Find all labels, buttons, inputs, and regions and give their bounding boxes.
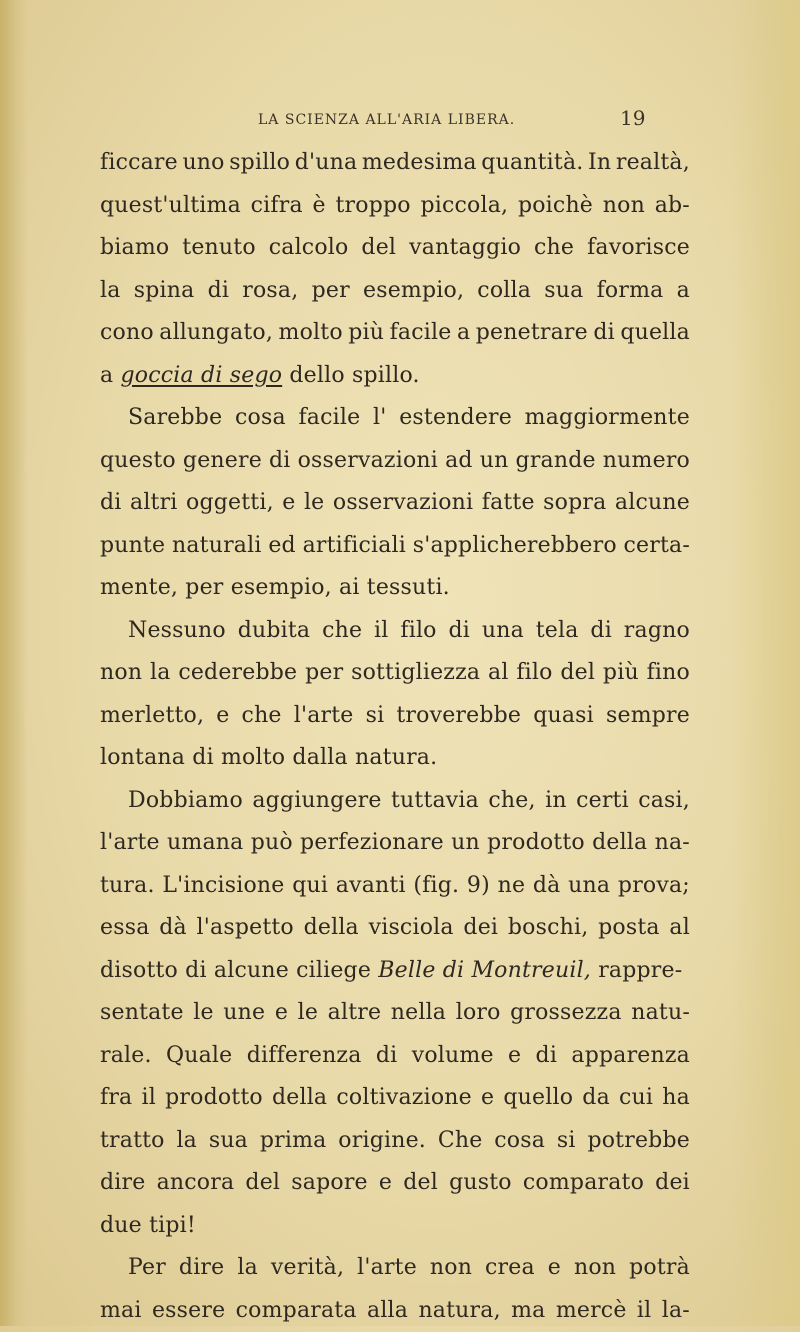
text-line: essa dà l'aspetto della visciola dei boschi, posta al: [100, 907, 690, 950]
text-line: merletto, e che l'arte si troverebbe quasi sempre: [100, 695, 690, 738]
text-line: fra il prodotto della coltivazione e quello da cui ha: [100, 1077, 690, 1120]
italic-phrase: goccia di sego: [121, 355, 283, 398]
text-line: disotto di alcune ciliege Belle di Montreuil, rappre-: [100, 950, 690, 993]
text-line: questo genere di osservazioni ad un grande numero: [100, 440, 690, 483]
text-line: Sarebbe cosa facile l' estendere maggiormente: [100, 397, 690, 440]
text-line: sentate le une e le altre nella loro grossezza natu-: [100, 992, 690, 1035]
text-line: la spina di rosa, per esempio, colla sua forma a: [100, 270, 690, 313]
text-line: tura. L'incisione qui avanti (fig. 9) ne dà una prova;: [100, 865, 690, 908]
page-number: 19: [620, 106, 645, 130]
text-line: mai essere comparata alla natura, ma mercè il la-: [100, 1290, 690, 1332]
text-line: dire ancora del sapore e del gusto comparato dei: [100, 1162, 690, 1205]
text-line: due tipi!: [100, 1205, 690, 1248]
text-line: quest'ultima cifra è troppo piccola, poichè non ab-: [100, 185, 690, 228]
text-line: Dobbiamo aggiungere tuttavia che, in certi casi,: [100, 780, 690, 823]
text-line: Nessuno dubita che il filo di una tela di ragno: [100, 610, 690, 653]
text-line: l'arte umana può perfezionare un prodotto della na-: [100, 822, 690, 865]
text-line: cono allungato, molto più facile a penetrare di quella: [100, 312, 690, 355]
text-line: tratto la sua prima origine. Che cosa si potrebbe: [100, 1120, 690, 1163]
text-line: ficcare uno spillo d'una medesima quantità. In realtà,: [100, 142, 690, 185]
text-line: biamo tenuto calcolo del vantaggio che favorisce: [100, 227, 690, 270]
body-text: [100, 142, 690, 1332]
running-head: LA SCIENZA ALL'ARIA LIBERA.: [258, 112, 515, 128]
text-line: non la cederebbe per sottigliezza al filo del più fino: [100, 652, 690, 695]
text-line: punte naturali ed artificiali s'applicherebbero certa-: [100, 525, 690, 568]
text-line: lontana di molto dalla natura.: [100, 737, 690, 780]
text-line: mente, per esempio, ai tessuti.: [100, 567, 690, 610]
text-line: Per dire la verità, l'arte non crea e non potrà: [100, 1247, 690, 1290]
text-line: a goccia di sego dello spillo.: [100, 355, 690, 398]
text-line: di altri oggetti, e le osservazioni fatte sopra alcune: [100, 482, 690, 525]
text-line: rale. Quale differenza di volume e di apparenza: [100, 1035, 690, 1078]
italic-phrase: Belle di Montreuil,: [378, 950, 591, 993]
